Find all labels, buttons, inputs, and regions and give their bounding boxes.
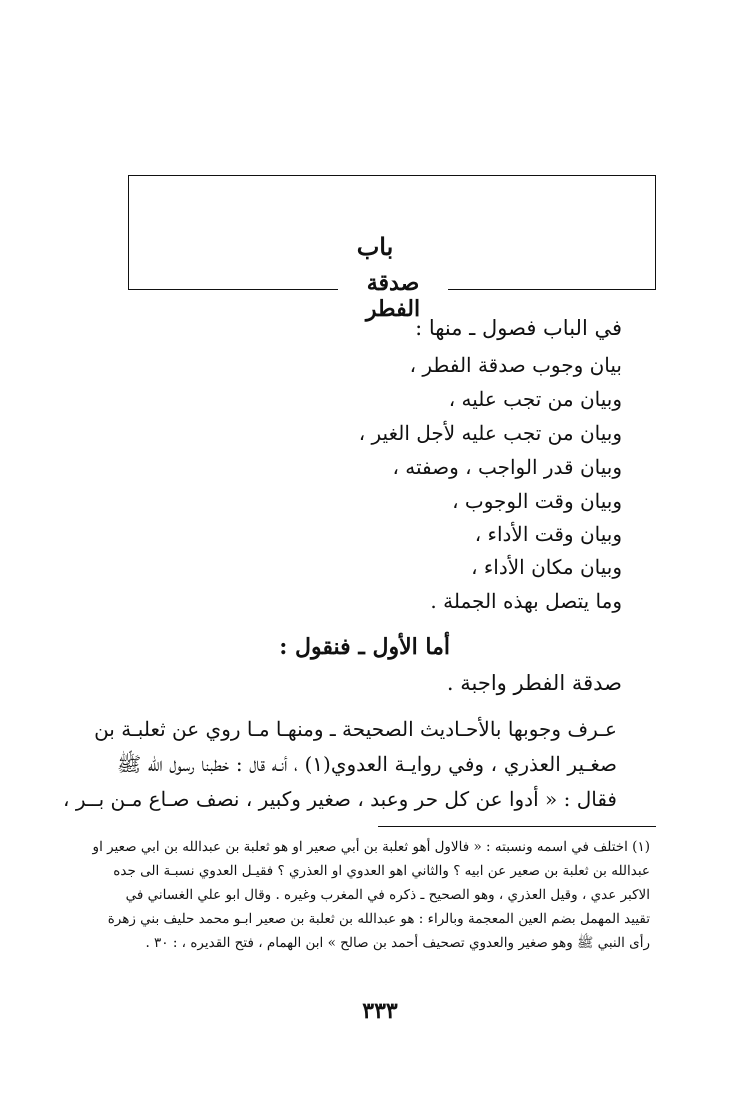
statement-line: صدقة الفطر واجبة . <box>446 671 622 695</box>
list-item: وبيان مكان الأداء ، <box>471 555 622 579</box>
page-number: ٣٣٣ <box>362 998 398 1024</box>
header-frame-bottom-right <box>440 289 656 290</box>
list-item: وبيان من تجب عليه لأجل الغير ، <box>358 421 622 445</box>
paragraph-line: صغـير العذري ، وفي روايـة العدوي(١) ، أنـه قال : خطبنا رسول الله ﷺ <box>117 752 617 776</box>
chapter-title: صدقة الفطر <box>338 270 448 322</box>
footnote-separator <box>378 826 656 827</box>
chapter-label: باب <box>356 232 394 261</box>
footnote-line: عبدالله بن ثعلبة بن صعير عن ابيه ؟ والثاني اهو العدوي او العذري ؟ فقيـل العدوي نسبـة الى جده <box>113 863 650 879</box>
paragraph-line: عـرف وجوبها بالأحـاديث الصحيحة ـ ومنهـا مـا روي عن ثعلبـة بن <box>94 717 617 741</box>
section-heading: أما الأول ـ فنقول : <box>279 634 450 660</box>
list-item: وبيان وقت الأداء ، <box>474 522 622 546</box>
paragraph-line: فقال : « أدوا عن كل حر وعبد ، صغير وكبير ، نصف صـاع مـن بــر ، <box>63 787 617 811</box>
footnote-line: تقييد المهمل بضم العين المعجمة وبالراء : هو عبدالله بن ثعلبة بن صعير ابـو محمد حليف بني زهرة <box>107 911 650 927</box>
list-item: بيان وجوب صدقة الفطر ، <box>409 353 622 377</box>
intro-line: في الباب فصول ـ منها : <box>415 316 622 340</box>
list-item: وبيان وقت الوجوب ، <box>452 489 622 513</box>
list-item: وبيان من تجب عليه ، <box>448 387 622 411</box>
footnote-line: رأى النبي ﷺ وهو صغير والعدوي تصحيف أحمد بن صالح » ابن الهمام ، فتح القديره ، : ٣٠ . <box>145 935 650 951</box>
footnote-line: (١) اختلف في اسمه ونسبته : « فالاول أهو ثعلبة بن أبي صعير او هو ثعلبة بن عبدالله بن ابي صعير او <box>92 839 650 855</box>
footnote-line: الاكبر عدي ، وقيل العذري ، وهو الصحيح ـ ذكره في المغرب وغيره . وقال ابو علي الغساني في <box>125 887 650 903</box>
header-frame-bottom-left <box>128 289 342 290</box>
list-item: وبيان قدر الواجب ، وصفته ، <box>392 455 622 479</box>
list-item: وما يتصل بهذه الجملة . <box>430 589 622 613</box>
